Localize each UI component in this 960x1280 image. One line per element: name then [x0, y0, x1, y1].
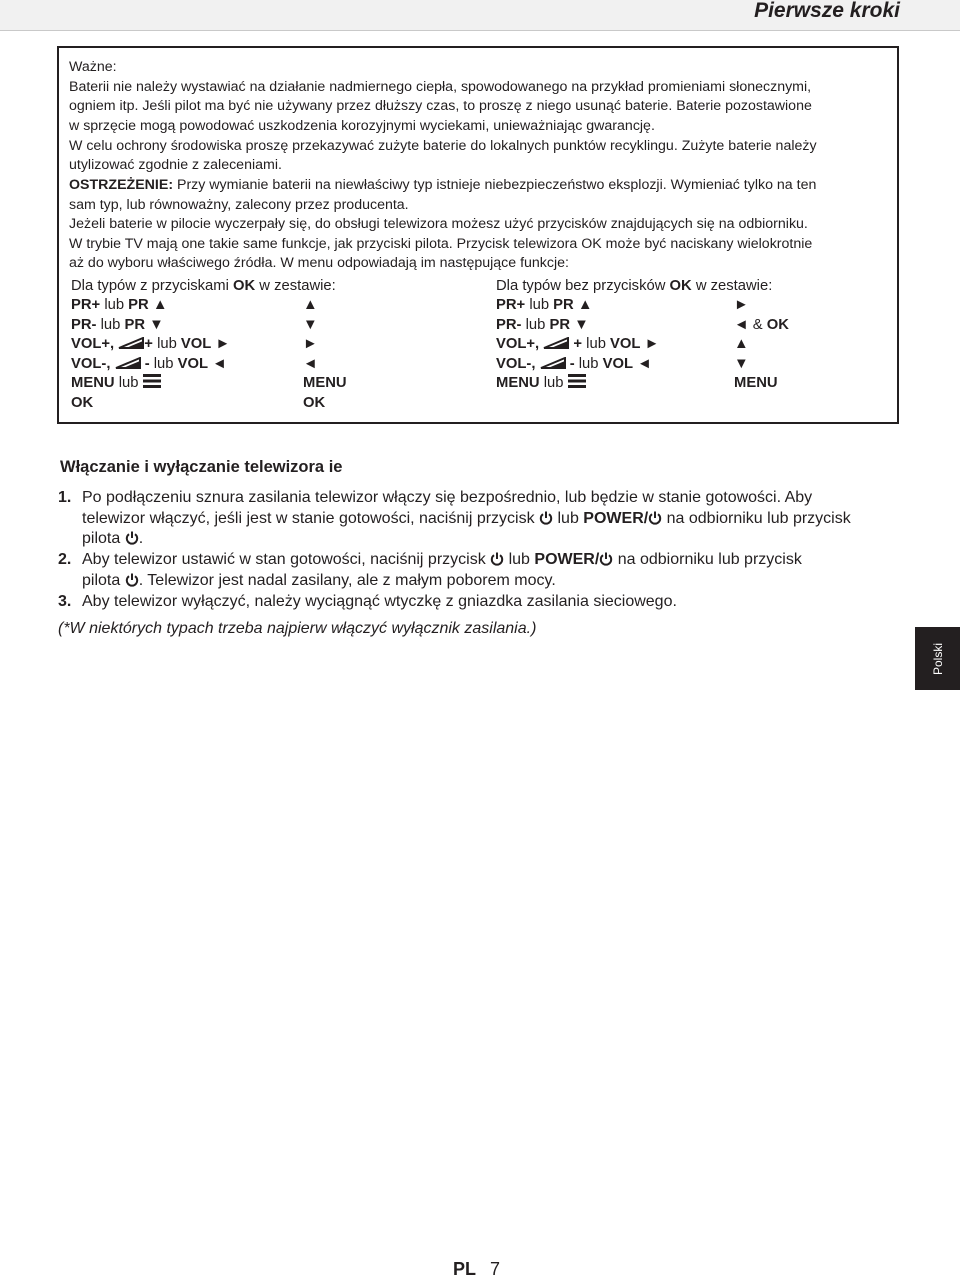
text: na odbiorniku lub przycisk [662, 509, 851, 527]
table-row [496, 316, 589, 335]
list-number: 2. [58, 551, 72, 568]
function-result [734, 316, 789, 335]
list-text: Aby telewizor wyłączyć, należy wyciągnąć wtyczkę z gniazdka zasilania sieciowego. [82, 593, 677, 610]
function-result: MENU [734, 375, 778, 391]
heading-text: w zestawie: [255, 278, 336, 294]
volume-icon [543, 337, 569, 349]
list-item [58, 550, 908, 592]
key-label: MENU [71, 375, 115, 391]
function-result: ◄ [303, 356, 318, 372]
arrow-left-icon: ◄ [212, 356, 227, 372]
lub-text: lub [574, 356, 603, 372]
arrow-right-icon: ► [644, 336, 660, 352]
list-number: 1. [58, 489, 72, 506]
list-text [82, 488, 912, 550]
list-item [58, 488, 908, 550]
volume-icon [118, 337, 144, 349]
notice-line: W trybie TV mają one takie same funkcje, jak przyciski pilota. Przycisk telewizora OK może być naciskany wielokrotnie [69, 236, 813, 252]
text: . [138, 530, 144, 547]
warning-text: Przy wymianie baterii na niewłaściwy typ istnieje niebezpieczeństwo eksplozji. Wymieniać tylko na ten [173, 177, 817, 193]
key-label: PR+ [71, 297, 101, 313]
heading-text: Dla typów z przyciskami [71, 278, 233, 294]
arrow-down-icon: ▼ [574, 317, 589, 333]
volume-icon [115, 357, 141, 369]
footnote: (*W niektórych typach trzeba najpierw włączyć wyłącznik zasilania.) [58, 620, 537, 637]
function-result: ▼ [734, 356, 749, 372]
warning-line [69, 176, 899, 196]
list-item [58, 592, 908, 614]
key-label: VOL [602, 356, 634, 372]
heading-text: Dla typów bez przycisków [496, 278, 670, 294]
key-label: VOL-, [71, 356, 111, 372]
lub-text: lub [114, 375, 143, 391]
power-label: POWER/ [583, 509, 649, 527]
list-line [82, 509, 912, 530]
key-label: + [144, 336, 153, 352]
key-label: PR- [71, 317, 97, 333]
volume-icon [540, 357, 566, 369]
arrow-right-icon: ► [215, 336, 231, 352]
key-label: PR [553, 297, 574, 313]
lub-text: lub [582, 336, 611, 352]
language-tab-label: Polski [930, 642, 945, 675]
notice-heading: Ważne: [69, 59, 117, 75]
lub-text: lub [521, 317, 550, 333]
power-icon [125, 573, 139, 587]
power-icon [125, 531, 139, 545]
ok-label: OK [766, 317, 789, 333]
key-label: MENU [496, 375, 540, 391]
table-right-heading [496, 277, 772, 296]
power-icon [648, 511, 662, 525]
lub-text: lub [152, 336, 181, 352]
notice-line: utylizować zgodnie z zaleceniami. [69, 157, 282, 173]
list-line [82, 550, 912, 571]
notice-line: W celu ochrony środowiska proszę przekazywać zużyte baterie do lokalnych punktów recyklingu. Zużyte baterie należy [69, 138, 817, 154]
power-label: POWER/ [534, 551, 600, 568]
notice-line: Jeżeli baterie w pilocie wyczerpały się, do obsługi telewizora możesz użyć przycisków znajdujących się na odbiorniku. [69, 216, 808, 232]
function-result: ▼ [303, 317, 318, 333]
notice-line: aż do wyboru właściwego źródła. W menu odpowiadają im następujące funkcje: [69, 255, 569, 271]
table-row [71, 355, 227, 374]
table-row [496, 296, 593, 315]
arrow-left-icon: ◄ [734, 317, 749, 333]
table-row [71, 335, 230, 354]
table-row [71, 296, 168, 315]
function-result: ► [734, 297, 749, 313]
header-bar [0, 0, 960, 31]
key-label: + [569, 336, 583, 352]
table-row [71, 316, 164, 335]
key-label: VOL [610, 336, 641, 352]
table-row [496, 335, 659, 354]
page-title: Pierwsze kroki [754, 0, 900, 22]
table-row [71, 374, 161, 393]
list-line [82, 529, 912, 550]
table-row [496, 355, 652, 374]
text: pilota [82, 571, 125, 589]
key-label: PR [549, 317, 571, 333]
key-label: PR [128, 297, 149, 313]
key-label: PR- [496, 317, 522, 333]
lub-text: lub [525, 297, 554, 313]
notice-line: w sprzęcie mogą powodować uszkodzenia korozyjnymi wyciekami, unieważniając gwarancję. [69, 118, 655, 134]
heading-text: w zestawie: [691, 278, 773, 294]
list-line: Po podłączeniu sznura zasilania telewizor włączy się bezpośrednio, lub będzie w stanie gotowości. Aby [82, 489, 813, 506]
lub-text: lub [96, 317, 125, 333]
heading-ok: OK [232, 278, 256, 294]
key-label: PR+ [496, 297, 526, 313]
list-text [82, 550, 912, 591]
menu-icon [143, 374, 161, 388]
key-label: VOL+, [71, 336, 115, 352]
warning-line: sam typ, lub równoważny, zalecony przez producenta. [69, 197, 409, 213]
key-label: VOL+, [496, 336, 540, 352]
text: . Telewizor jest nadal zasilany, ale z małym poborem mocy. [138, 571, 556, 589]
footer-lang: PL [453, 1259, 477, 1279]
text: lub [504, 551, 535, 568]
list-number: 3. [58, 593, 72, 610]
language-tab [915, 627, 960, 690]
text: Aby telewizor ustawić w stan gotowości, naciśnij przycisk [82, 551, 491, 568]
list-line [82, 571, 912, 592]
heading-ok: OK [669, 278, 692, 294]
text: lub [553, 509, 584, 527]
key-label: - [140, 356, 150, 372]
key-label: VOL [180, 336, 212, 352]
arrow-left-icon: ◄ [637, 356, 652, 372]
lub-text: lub [100, 297, 129, 313]
function-result: ▲ [734, 336, 749, 352]
lub-text: lub [539, 375, 568, 391]
table-left-heading [71, 277, 336, 296]
warning-label: OSTRZEŻENIE: [69, 177, 174, 193]
section-title: Włączanie i wyłączanie telewizora ie [60, 458, 343, 476]
arrow-up-icon: ▲ [152, 297, 168, 313]
power-icon [490, 552, 504, 566]
function-result: ► [303, 336, 318, 352]
arrow-down-icon: ▼ [149, 317, 164, 333]
key-label: PR [124, 317, 146, 333]
amp-text: & [748, 317, 767, 333]
text: na odbiorniku lub przycisk [613, 551, 802, 568]
key-label: - [565, 356, 575, 372]
menu-icon [568, 374, 586, 388]
key-label: OK [71, 395, 94, 411]
key-label: VOL [177, 356, 209, 372]
text: pilota [82, 530, 125, 547]
page-number: 7 [490, 1259, 501, 1279]
arrow-up-icon: ▲ [577, 297, 593, 313]
lub-text: lub [149, 356, 178, 372]
power-icon [539, 511, 553, 525]
power-icon [599, 552, 613, 566]
function-result: MENU [303, 375, 347, 391]
function-result: OK [303, 395, 326, 411]
notice-line: Baterii nie należy wystawiać na działanie nadmiernego ciepła, spowodowanego na przykład promieniami słonecznymi, [69, 79, 812, 95]
function-result: ▲ [303, 297, 318, 313]
key-label: VOL-, [496, 356, 536, 372]
text: telewizor włączyć, jeśli jest w stanie gotowości, naciśnij przycisk [82, 509, 540, 527]
notice-line: ogniem itp. Jeśli pilot ma być nie używany przez dłuższy czas, to proszę z niego usunąć baterie. Baterie pozostawione [69, 98, 812, 114]
table-row [496, 374, 586, 393]
